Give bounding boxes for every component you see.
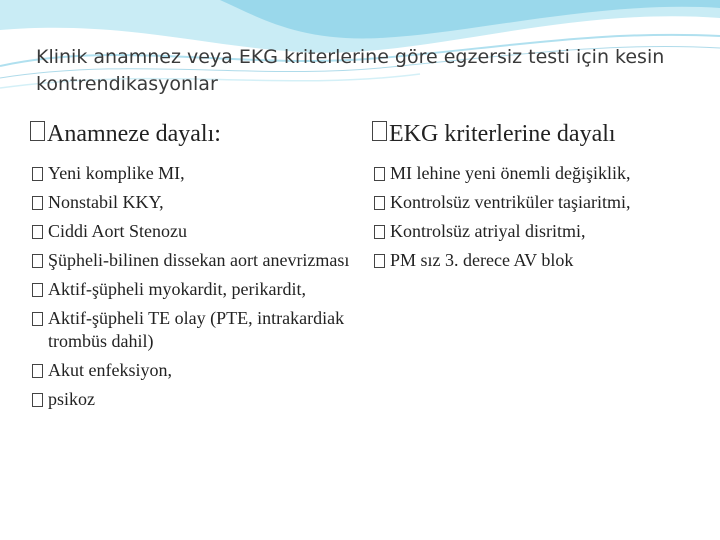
list-item: PM sız 3. derece AV blok bbox=[372, 249, 692, 272]
list-item: Akut enfeksiyon, bbox=[30, 359, 350, 382]
box-glyph-icon bbox=[374, 196, 385, 210]
box-glyph-icon bbox=[372, 121, 387, 141]
box-glyph-icon bbox=[374, 254, 385, 268]
list-item: Şüpheli-bilinen dissekan aort anevrizması bbox=[30, 249, 350, 272]
list-item: MI lehine yeni önemli değişiklik, bbox=[372, 162, 692, 185]
box-glyph-icon bbox=[32, 196, 43, 210]
list-item: Ciddi Aort Stenozu bbox=[30, 220, 350, 243]
list-item: Yeni komplike MI, bbox=[30, 162, 350, 185]
box-glyph-icon bbox=[374, 167, 385, 181]
box-glyph-icon bbox=[30, 121, 45, 141]
left-column bbox=[30, 118, 350, 417]
list-item: psikoz bbox=[30, 388, 350, 411]
left-heading-text: Anamneze dayalı: bbox=[47, 121, 221, 147]
box-glyph-icon bbox=[32, 312, 43, 326]
box-glyph-icon bbox=[32, 167, 43, 181]
box-glyph-icon bbox=[32, 364, 43, 378]
right-heading-text: EKG kriterlerine dayalı bbox=[389, 121, 616, 147]
list-item: Kontrolsüz atriyal disritmi, bbox=[372, 220, 692, 243]
list-item: Kontrolsüz ventriküler taşiaritmi, bbox=[372, 191, 692, 214]
box-glyph-icon bbox=[32, 283, 43, 297]
right-list bbox=[372, 162, 692, 272]
right-column bbox=[372, 118, 692, 278]
list-item: Nonstabil KKY, bbox=[30, 191, 350, 214]
slide-title: Klinik anamnez veya EKG kriterlerine göre egzersiz testi için kesin kontrendikasyonlar bbox=[36, 46, 665, 95]
left-heading bbox=[30, 118, 350, 150]
list-item: Aktif-şüpheli myokardit, perikardit, bbox=[30, 278, 350, 301]
box-glyph-icon bbox=[374, 225, 385, 239]
box-glyph-icon bbox=[32, 254, 43, 268]
right-heading bbox=[372, 118, 692, 150]
list-item: Aktif-şüpheli TE olay (PTE, intrakardiak trombüs dahil) bbox=[30, 307, 350, 353]
box-glyph-icon bbox=[32, 225, 43, 239]
box-glyph-icon bbox=[32, 393, 43, 407]
left-list bbox=[30, 162, 350, 411]
